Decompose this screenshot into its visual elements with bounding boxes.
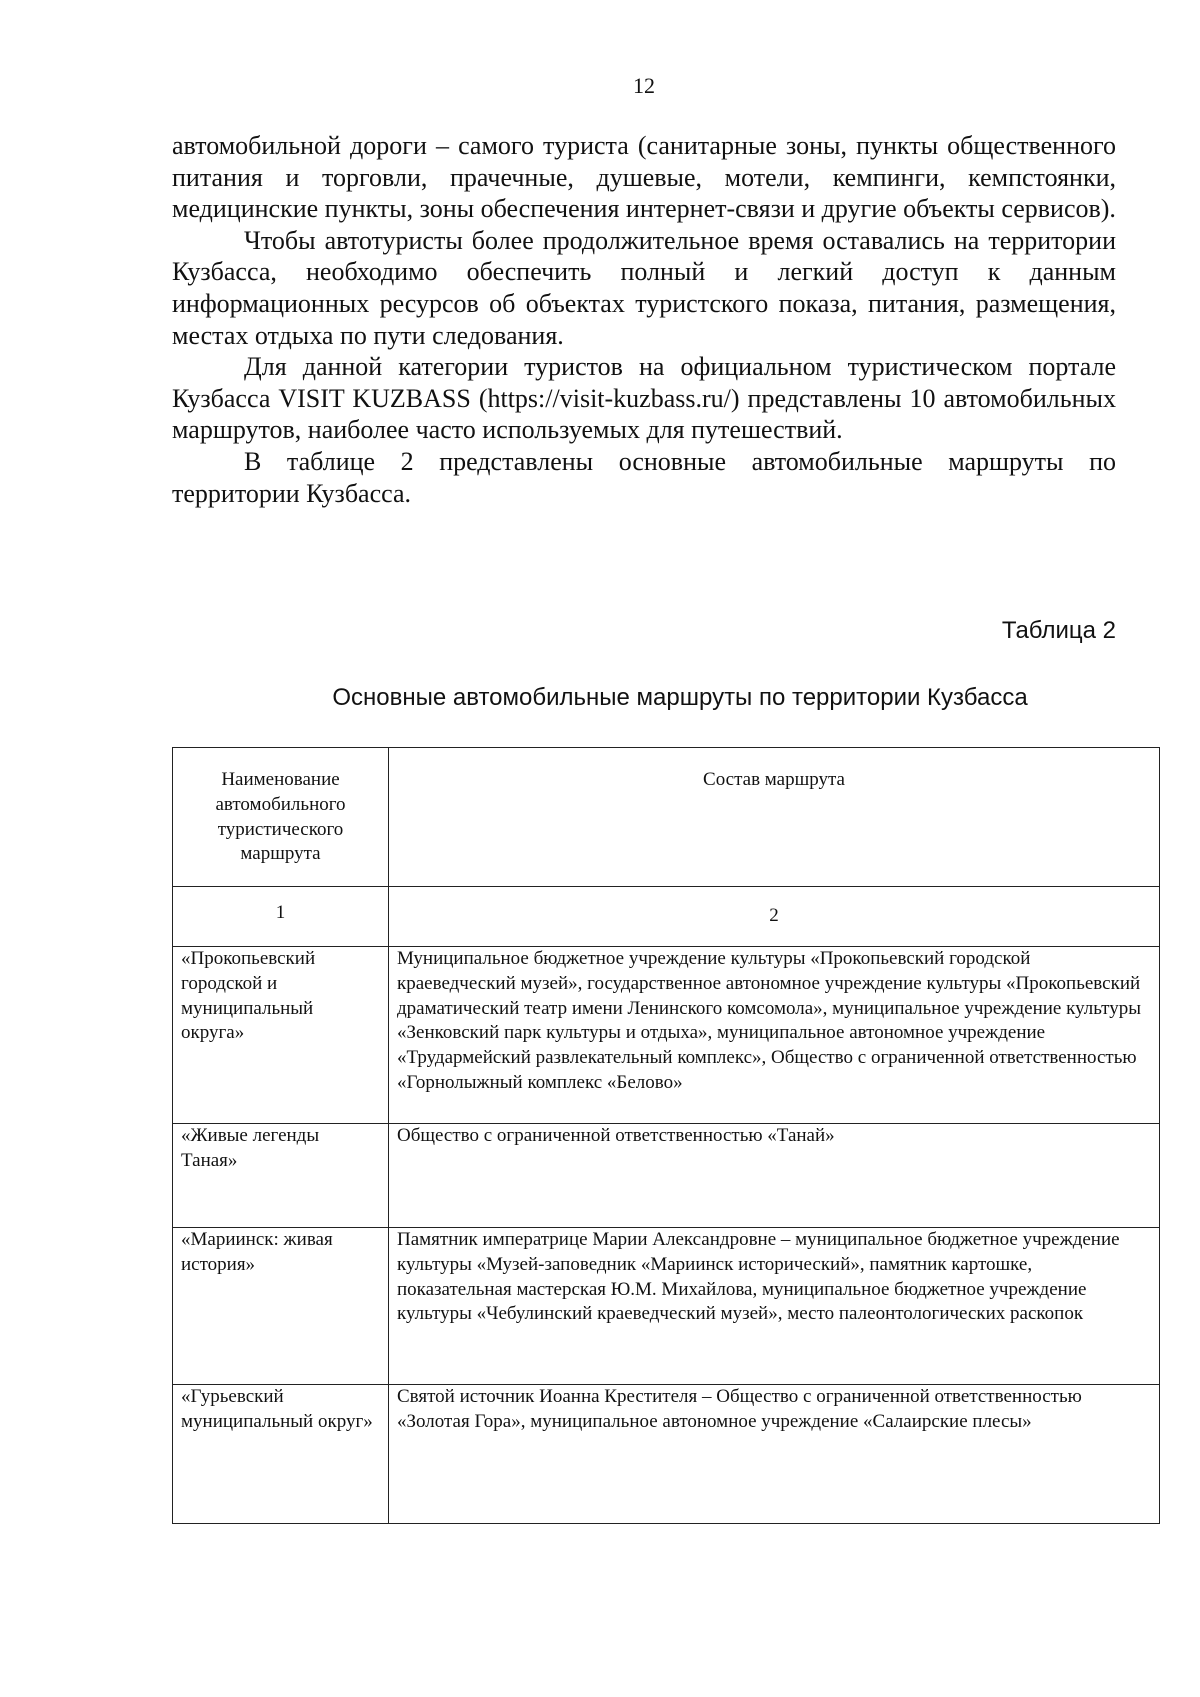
paragraph: Чтобы автотуристы более продолжительное время оставались на территории Кузбасса, необходимо обеспечить полный и легкий доступ к данным информационных ресурсов об объектах туристского показа, питания, размещения, местах отдыха по пути следования. <box>172 225 1116 350</box>
route-composition-cell: Муниципальное бюджетное учреждение культуры «Прокопьевский городской краеведческий музей», государственное автономное учреждение культуры «Прокопьевский драматический театр имени Ленинского комсомола», муниципальное учреждение культуры «Зенковский парк культуры и отдыха», муниципальное автономное учреждение «Трудармейский развлекательный комплекс», Общество с ограниченной ответственностью «Горнолыжный комплекс «Белово» <box>389 947 1160 1124</box>
table-row <box>173 947 1160 1124</box>
route-name-cell: «Мариинск: живая история» <box>173 1228 389 1385</box>
header-cell-route-name: Наименование автомобильного туристического маршрута <box>173 748 389 887</box>
table-row <box>173 1385 1160 1524</box>
route-composition-cell: Святой источник Иоанна Крестителя – Общество с ограниченной ответственностью «Золотая Гора», муниципальное автономное учреждение «Салаирские плесы» <box>389 1385 1160 1524</box>
table-header-row <box>173 748 1160 887</box>
route-name-cell: «Прокопьевский городской и муниципальный округа» <box>173 947 389 1124</box>
column-number-cell: 1 <box>173 887 389 947</box>
column-number-cell: 2 <box>389 887 1160 947</box>
body-text <box>172 130 1116 509</box>
route-composition-cell: Общество с ограниченной ответственностью «Танай» <box>389 1124 1160 1228</box>
paragraph: В таблице 2 представлены основные автомобильные маршруты по территории Кузбасса. <box>172 446 1116 508</box>
paragraph: Для данной категории туристов на официальном туристическом портале Кузбасса VISIT KUZBASS (https://visit-kuzbass.ru/) представлены 10 автомобильных маршрутов, наиболее часто используемых для путешествий. <box>172 352 1116 445</box>
paragraph: автомобильной дороги – самого туриста (санитарные зоны, пункты общественного питания и торговли, прачечные, душевые, мотели, кемпинги, кемпстоянки, медицинские пункты, зоны обеспечения интернет-связи и другие объекты сервисов). <box>172 131 1116 224</box>
table-row <box>173 1124 1160 1228</box>
table-title: Основные автомобильные маршруты по территории Кузбасса <box>332 684 1028 711</box>
route-name-cell: «Живые легенды Таная» <box>173 1124 389 1228</box>
column-number-row <box>173 887 1160 947</box>
routes-table <box>172 747 1160 1524</box>
table-row <box>173 1228 1160 1385</box>
route-composition-cell: Памятник императрице Марии Александровне – муниципальное бюджетное учреждение культуры «Музей-заповедник «Мариинск исторический», памятник картошке, показательная мастерская Ю.М. Михайлова, муниципальное бюджетное учреждение культуры «Чебулинский краеведческий музей», место палеонтологических раскопок <box>389 1228 1160 1385</box>
header-cell-route-composition: Состав маршрута <box>389 748 1160 887</box>
page-number: 12 <box>633 73 655 98</box>
table-caption: Таблица 2 <box>1001 617 1116 644</box>
route-name-cell: «Гурьевский муниципальный округ» <box>173 1385 389 1524</box>
